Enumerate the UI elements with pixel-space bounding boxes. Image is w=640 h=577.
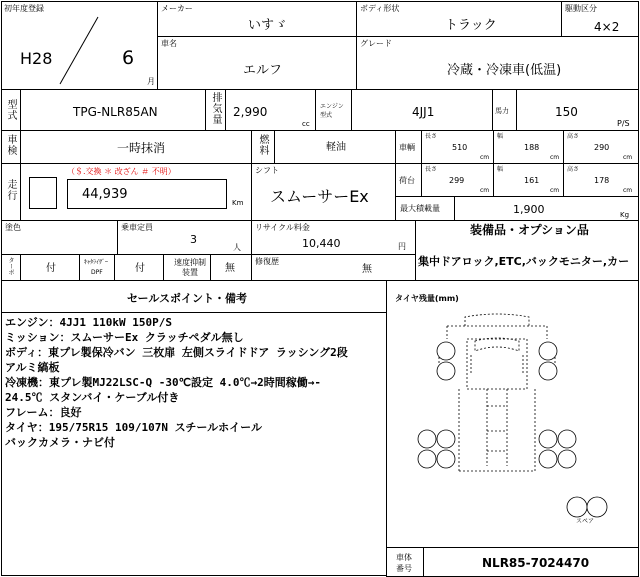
tire-diagram-cell [386, 280, 639, 548]
inspection-value-cell [20, 130, 252, 164]
horsepower-value-cell [516, 89, 639, 131]
model-label-cell [1, 89, 21, 131]
inspection-value: 一時抹消 [117, 141, 166, 155]
max-load-unit: Kg [620, 211, 630, 219]
fuel-value: 軽油 [326, 142, 346, 153]
horsepower-value: 150 [555, 105, 578, 119]
vehicle-height-cell [563, 130, 639, 164]
body-type-label: ボディ形状 [360, 4, 400, 13]
sales-point-line: バックカメラ・ナビ付 [5, 436, 115, 449]
mileage-value: 44,939 [82, 187, 128, 202]
speed-limiter-label: 速度抑制 装置 [174, 258, 206, 277]
model-value-cell [20, 89, 206, 131]
catalyst-label-bottom: DPF [91, 269, 103, 276]
car-name-value: エルフ [243, 63, 283, 78]
cargo-dims-label-cell [395, 163, 422, 197]
spare-label: スペア [576, 518, 595, 525]
color-cell [1, 220, 118, 255]
fuel-value-cell [274, 130, 396, 164]
capacity-value: 3 [190, 233, 197, 246]
vehicle-length-label: 長さ [425, 133, 438, 140]
sales-point-line: 24.5℃ スタンバイ・ケーブル付き [5, 391, 180, 404]
cargo-height-label: 高さ [567, 166, 580, 173]
grade-value: 冷蔵・冷凍車(低温) [447, 63, 562, 78]
vehicle-width-label: 幅 [497, 133, 504, 140]
catalyst-label-cell [79, 254, 115, 281]
displacement-value: 2,990 [233, 105, 268, 119]
turbo-value-cell [20, 254, 80, 281]
tire-diagram-title: タイヤ残量(mm) [395, 294, 459, 303]
drive-value: 4×2 [594, 20, 620, 34]
mileage-value-cell [20, 163, 252, 221]
maker-label: メーカー [161, 4, 193, 13]
vehicle-height-unit: cm [623, 154, 633, 161]
engine-type-value-cell [351, 89, 493, 131]
displacement-label: 排気量 [210, 92, 221, 125]
repair-history-cell [251, 254, 416, 281]
sales-point-line: タイヤ：195/75R15 109/107N スチールホイール [5, 421, 262, 434]
turbo-value: 付 [46, 263, 56, 274]
cargo-length-unit: cm [480, 187, 490, 194]
registration-divider [2, 2, 159, 91]
max-load-value-cell [454, 196, 639, 221]
catalyst-value-cell [114, 254, 164, 281]
cargo-width-cell [493, 163, 564, 197]
vehicle-length-unit: cm [480, 154, 490, 161]
mileage-unit: Km [232, 199, 244, 207]
speed-limiter-value: 無 [225, 263, 235, 274]
displacement-value-cell [225, 89, 316, 131]
capacity-unit: 人 [233, 243, 241, 252]
cargo-width-label: 幅 [497, 166, 504, 173]
car-name-label: 車名 [161, 39, 177, 48]
vehicle-dims-label: 車輌 [399, 143, 415, 152]
repair-history-value: 無 [362, 264, 372, 275]
equipment-value: 集中ドアロック,ETC,バックモニター,カー [418, 255, 630, 268]
equipment-cell [415, 220, 639, 281]
catalyst-value: 付 [135, 263, 145, 274]
registration-label: 初年度登録 [4, 4, 44, 13]
max-load-value: 1,900 [513, 203, 545, 216]
horsepower-label: 馬力 [495, 107, 509, 115]
mileage-label: 走行 [5, 179, 16, 201]
inspection-label-cell [1, 130, 21, 164]
displacement-label-cell [205, 89, 226, 131]
chassis-label: 車体 番号 [396, 553, 412, 573]
sales-points-title: セールスポイント・備考 [127, 292, 248, 305]
body-type-value: トラック [445, 18, 497, 33]
cargo-width-unit: cm [550, 187, 560, 194]
drive-cell [561, 1, 639, 37]
color-label: 塗色 [5, 223, 21, 232]
fuel-label-cell [251, 130, 275, 164]
drive-label: 駆動区分 [565, 4, 597, 13]
registration-cell [1, 1, 158, 90]
chassis-value-cell [423, 547, 639, 577]
sales-points-body [1, 312, 387, 576]
model-value: TPG-NLR85AN [73, 105, 158, 119]
vehicle-height-value: 290 [594, 143, 610, 152]
registration-month-unit: 月 [147, 77, 155, 86]
fuel-label: 燃料 [257, 134, 268, 156]
model-label: 型式 [5, 99, 16, 121]
vehicle-length-value: 510 [452, 143, 468, 152]
turbo-label-cell [1, 254, 21, 281]
vehicle-length-cell [421, 130, 494, 164]
shift-label: シフト [255, 166, 279, 175]
recycle-unit: 円 [398, 242, 406, 251]
vehicle-width-cell [493, 130, 564, 164]
sales-point-line: アルミ縞板 [5, 361, 60, 374]
engine-type-value: 4JJ1 [412, 105, 435, 119]
cargo-height-unit: cm [623, 187, 633, 194]
sales-point-line: エンジン：4JJ1 110kW 150P/S [5, 316, 173, 329]
maker-cell [157, 1, 357, 37]
mileage-checkbox [29, 177, 57, 209]
engine-type-label-cell [315, 89, 352, 131]
repair-history-label: 修復歴 [255, 257, 279, 266]
chassis-label-cell [386, 547, 424, 577]
registration-era-year: H28 [20, 49, 53, 68]
horsepower-unit: P/S [617, 119, 630, 128]
capacity-cell [117, 220, 252, 255]
vehicle-dims-label-cell [395, 130, 422, 164]
sales-point-line: ミッション：スムーサーEx クラッチペダル無し [5, 331, 244, 344]
cargo-length-value: 299 [449, 176, 465, 185]
catalyst-label-top: ｷｬﾀﾗｲｻﾞｰ [84, 259, 109, 266]
cargo-dims-label: 荷台 [399, 176, 415, 185]
sales-point-line: ボディ：東プレ製保冷バン 三枚扉 左側スライドドア ラッシング2段 [5, 346, 348, 359]
vehicle-width-value: 188 [524, 143, 540, 152]
horsepower-label-cell [492, 89, 517, 131]
max-load-label-cell [395, 196, 455, 221]
mileage-warning: （＄.交換 ＊ 改ざん ＃ 不明） [67, 167, 176, 176]
body-type-cell [356, 1, 562, 37]
equipment-title: 装備品・オプション品 [470, 223, 589, 237]
sales-point-line: フレーム：良好 [5, 406, 82, 419]
registration-month: 6 [122, 47, 135, 69]
maker-value: いすゞ [248, 18, 288, 33]
recycle-label: リサイクル料金 [255, 223, 310, 232]
max-load-label: 最大積載量 [400, 204, 440, 213]
sales-point-line: 冷凍機：東プレ製MJ22LSC-Q -30℃設定 4.0℃→2時間稼働→- [5, 376, 321, 389]
inspection-label: 車検 [5, 134, 16, 156]
vehicle-height-label: 高さ [567, 133, 580, 140]
cargo-length-label: 長さ [425, 166, 438, 173]
sales-points-title-cell [1, 280, 387, 313]
shift-value: スムーサーEx [270, 187, 369, 206]
speed-limiter-value-cell [210, 254, 252, 281]
cargo-height-cell [563, 163, 639, 197]
chassis-value: NLR85-7024470 [482, 556, 590, 570]
mileage-box [67, 179, 227, 209]
turbo-label: ターボ [7, 257, 14, 275]
shift-cell [251, 163, 396, 221]
grade-cell [356, 36, 639, 90]
vehicle-width-unit: cm [550, 154, 560, 161]
truck-tire-diagram [387, 281, 640, 549]
cargo-width-value: 161 [524, 176, 540, 185]
cargo-height-value: 178 [594, 176, 610, 185]
cargo-length-cell [421, 163, 494, 197]
capacity-label: 乗車定員 [121, 223, 153, 232]
recycle-value: 10,440 [302, 237, 341, 250]
recycle-cell [251, 220, 416, 255]
grade-label: グレード [360, 39, 392, 48]
displacement-unit: cc [302, 120, 310, 128]
car-name-cell [157, 36, 357, 90]
engine-type-label: エンジン 型式 [320, 103, 344, 119]
speed-limiter-label-cell [163, 254, 211, 281]
mileage-label-cell [1, 163, 21, 221]
